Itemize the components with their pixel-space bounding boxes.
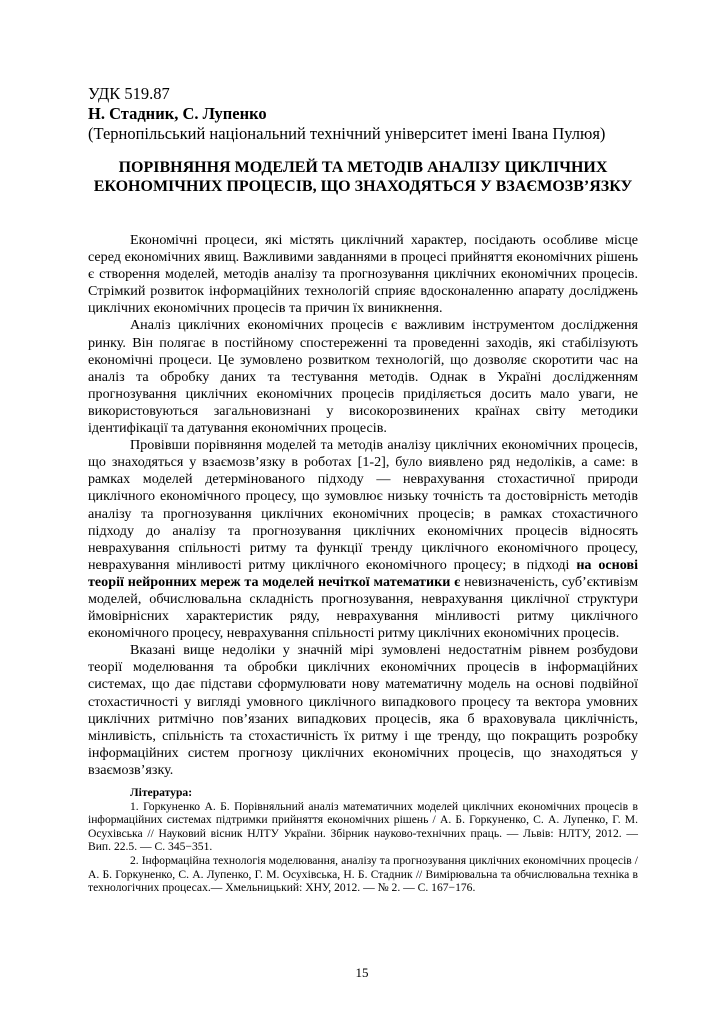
affiliation: (Тернопільський національний технічний університет імені Івана Пулюя) — [88, 124, 606, 143]
udc-code: УДК 519.87 — [88, 84, 170, 103]
reference-item: 2. Інформаційна технологія моделювання, аналізу та прогнозування циклічних економічних процесів / А. Б. Горкуненко, С. А. Лупенко, Г. М. Осухівська, Н. Б. Стадник // Вимірювальна та обчислювальна техніка в технологічних процесах.— Хмельницький: ХНУ, 2012. — № 2. — С. 167−176. — [88, 853, 638, 895]
paragraph-3-bold: на основі теорії нейронних мереж та моделей нечіткої математики є — [88, 556, 638, 590]
paragraph-3 — [88, 437, 638, 642]
paper-title: ПОРІВНЯННЯ МОДЕЛЕЙ ТА МЕТОДІВ АНАЛІЗУ ЦИКЛІЧНИХ ЕКОНОМІЧНИХ ПРОЦЕСІВ, ЩО ЗНАХОДЯТЬСЯ У ВЗАЄМОЗВ’ЯЗКУ — [93, 159, 633, 195]
paragraph-2: Аналіз циклічних економічних процесів є важливим інструментом дослідження ринку. Він полягає в постійному спостереженні та проведенні заходів, які стабілізують економічні процеси. Це зумовлено розвитком технологій, що дозволяє скоротити час на аналіз та обробку даних та тестування методів. Однак в Україні дослідженням прогнозування циклічних економічних процесів приділяється досить мало уваги, не використовуються загальновизнані у високорозвинених країнах світу методики ідентифікації та датування економічних процесів. — [88, 317, 638, 437]
page-number: 15 — [355, 965, 369, 980]
reference-item: 1. Горкуненко А. Б. Порівняльний аналіз математичних моделей циклічних економічних процесів в інформаційних системах підтримки прийняття економічних рішень / А. Б. Горкуненко, С. А. Лупенко, Г. М. Осухівська // Науковий вісник НЛТУ України. Збірник науково-технічних праць. — Львів: НЛТУ, 2012. — Вип. 22.5. — С. 345−351. — [88, 799, 638, 854]
authors: Н. Стадник, С. Лупенко — [88, 104, 267, 123]
paper-header — [88, 84, 648, 144]
paragraph-4: Вказані вище недоліки у значній мірі зумовлені недостатнім рівнем розбудови теорії моделювання та обробки циклічних економічних процесів в інформаційних системах, що дає підстави сформулювати нову математичну модель на основі подвійної стохастичності у вигляді умовного циклічного випадкового процесу та вектора умовних циклічних ритмічно пов’язаних випадкових процесів, яка б враховувала циклічність, мінливість, спільність та стохастичність їх ритму і ще тренду, що покращить розробку інформаційних систем прогнозу циклічних економічних процесів, що знаходяться у взаємозв’язку. — [88, 642, 638, 778]
references-title: Література: — [130, 786, 193, 799]
references — [88, 786, 638, 895]
paragraph-1: Економічні процеси, які містять циклічний характер, посідають особливе місце серед економічних явищ. Важливими завданнями в процесі прийняття економічних рішень є створення моделей, методів аналізу та прогнозування циклічних економічних процесів. Стрімкий розвиток інформаційних технологій сприяє вдосконаленню апарату досліджень циклічних економічних процесів та причин їх виникнення. — [88, 232, 638, 317]
paper-body — [88, 232, 638, 779]
paragraph-3-end: невизначеність, суб’єктивізм моделей, обчислювальна складність прогнозування, неврахування циклічної структури ймовірнісних характеристик ряду, неврахування мінливості ритму циклічного економічного процесу, неврахування спільності ритму циклічних економічних процесів. — [88, 573, 638, 642]
paragraph-3-start: Провівши порівняння моделей та методів аналізу циклічних економічних процесів, що знаходяться у взаємозв’язку в роботах [1-2], було виявлено ряд недоліків, а саме: в рамках моделей детермінованого підходу — неврахування стохастичної природи циклічного економічного процесу, що зумовлює низьку точність та достовірність методів аналізу та прогнозування циклічних економічних процесів; в рамках стохастичного підходу до аналізу та прогнозування циклічних економічних процесів відносять неврахування спільності ритму та функції тренду циклічного економічного процесу, неврахування мінливості ритму циклічного економічного процесу; в підході — [88, 437, 638, 573]
